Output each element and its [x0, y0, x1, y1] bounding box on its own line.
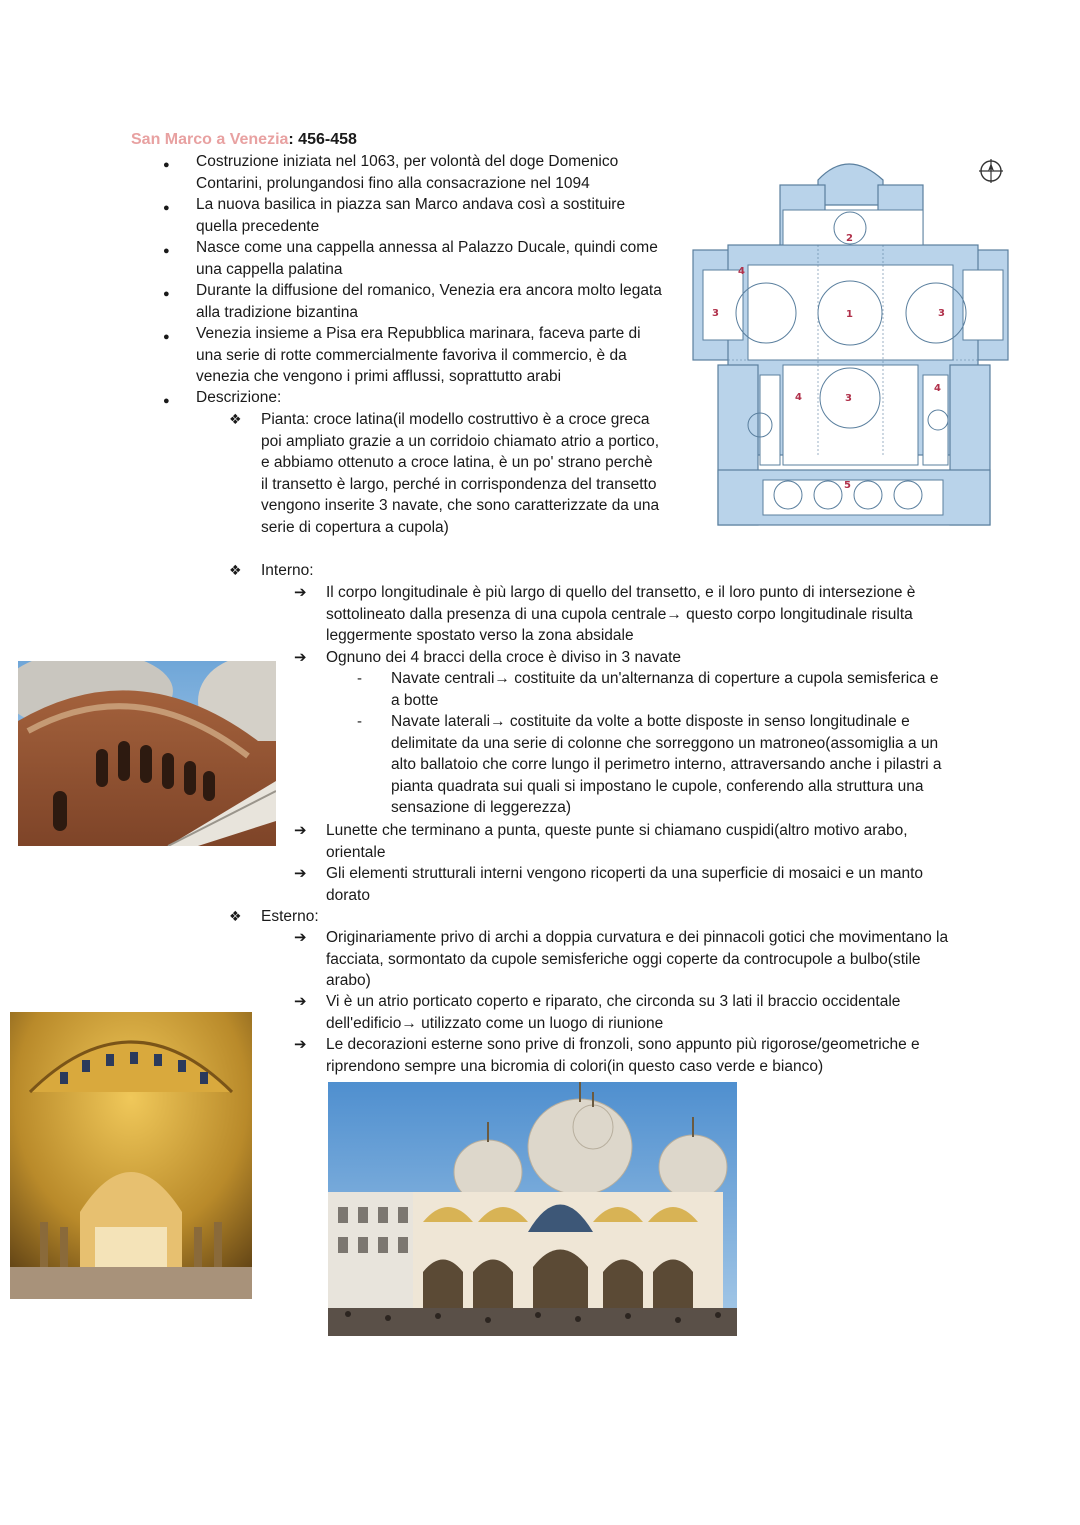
title-pages: : 456-458	[288, 131, 357, 148]
interno-point-text: Lunette che terminano a punta, queste punte si chiamano cuspidi(altro motivo arabo, orientale	[326, 822, 908, 861]
interno-point-text: Ognuno dei 4 bracci della croce è diviso in 3 navate	[326, 649, 681, 666]
arrow-bullet: ➔	[294, 649, 307, 666]
arrow-bullet: ➔	[294, 584, 307, 601]
interno-point-text: Il corpo longitudinale è più largo di quello del transetto, e il loro punto di intersezione è sottolineato dalla presenza di una cupola centrale→ questo corpo longitudinale risulta leggermente spostato verso la zona absidale	[326, 584, 916, 644]
bullet-text: Costruzione iniziata nel 1063, per volontà del doge Domenico Contarini, prolungandosi fino alla consacrazione nel 1094	[196, 153, 619, 192]
plan-label: 4	[934, 383, 941, 394]
bullet-dot: ●	[163, 331, 170, 343]
floor-plan-image	[688, 150, 1018, 535]
bullet-dot: ●	[163, 202, 170, 214]
page-title	[131, 130, 357, 150]
diamond-bullet: ❖	[229, 562, 242, 578]
title-name: San Marco a Venezia	[131, 131, 289, 148]
arrow-bullet: ➔	[294, 822, 307, 839]
plan-label: 3	[845, 393, 852, 404]
plan-label: 3	[712, 308, 719, 319]
pianta-text: Pianta: croce latina(il modello costruttivo è a croce greca poi ampliato grazie a un corridoio chiamato atrio a portico, e abbiamo ottenuto a croce latina, è un po' strano perchè il transetto è largo, perché in corrispondenza del transetto vengono inserite 3 navate, che sono caratterizzate da una serie di copertura a cupola)	[261, 411, 660, 536]
diamond-bullet: ❖	[229, 908, 242, 924]
interno-label: Interno:	[261, 562, 314, 579]
arrow-bullet: ➔	[294, 929, 307, 946]
dash-bullet: -	[357, 670, 362, 687]
esterno-point-text: Le decorazioni esterne sono prive di fronzoli, sono appunto più rigorose/geometriche e riprendono sempre una bicromia di colori(in questo caso verde e bianco)	[326, 1036, 920, 1075]
plan-label: 3	[938, 308, 945, 319]
arrow-bullet: ➔	[294, 865, 307, 882]
interno-point-text: Gli elementi strutturali interni vengono ricoperti da una superficie di mosaici e un manto dorato	[326, 865, 924, 904]
interior-mosaic-photo	[10, 1012, 252, 1299]
plan-label: 4	[738, 266, 745, 277]
interno-subpoint-text: Navate centrali→ costituite da un'alternanza di coperture a cupola semisferica e a botte	[391, 670, 939, 709]
plan-label: 4	[795, 392, 802, 403]
facade-photo	[328, 1082, 737, 1336]
bullet-text: La nuova basilica in piazza san Marco andava così a sostituire quella precedente	[196, 196, 626, 235]
arrow-bullet: ➔	[294, 993, 307, 1010]
bullet-dot: ●	[163, 395, 170, 407]
bullet-text: Descrizione:	[196, 389, 282, 406]
exterior-detail-photo	[18, 661, 276, 846]
esterno-point-text: Originariamente privo di archi a doppia curvatura e dei pinnacoli gotici che movimentano la facciata, sormontato da cupole semisferiche oggi coperte da controcupole a bulbo(stile arabo)	[326, 929, 949, 989]
bullet-text: Nasce come una cappella annessa al Palazzo Ducale, quindi come una cappella palatina	[196, 239, 658, 278]
arrow-bullet: ➔	[294, 1036, 307, 1053]
compass-icon	[977, 157, 1005, 185]
esterno-point-text: Vi è un atrio porticato coperto e riparato, che circonda su 3 lati il braccio occidentale dell'edificio→ utilizzato come un luogo di riunione	[326, 993, 901, 1032]
plan-label: 5	[844, 480, 851, 491]
esterno-label: Esterno:	[261, 908, 319, 925]
diamond-bullet: ❖	[229, 411, 242, 427]
bullet-dot: ●	[163, 245, 170, 257]
bullet-text: Venezia insieme a Pisa era Repubblica marinara, faceva parte di una serie di rotte commercialmente favoriva il commercio, è da venezia che vengono i primi afflussi, soprattutto arabi	[196, 325, 641, 385]
bullet-dot: ●	[163, 288, 170, 300]
bullet-dot: ●	[163, 159, 170, 171]
interno-subpoint-text: Navate laterali→ costituite da volte a botte disposte in senso longitudinale e delimitate da una serie di colonne che sorreggono un matroneo(assomiglia a un alto ballatoio che corre lungo il perimetro interno, attraversando anche i pilastri a pianta quadrata sui quali si impostano le cupole, conferendo alla struttura una sensazione di leggerezza)	[391, 713, 942, 816]
plan-label: 1	[846, 309, 853, 320]
dash-bullet: -	[357, 713, 362, 730]
plan-label: 2	[846, 233, 853, 244]
bullet-text: Durante la diffusione del romanico, Venezia era ancora molto legata alla tradizione bizantina	[196, 282, 662, 321]
